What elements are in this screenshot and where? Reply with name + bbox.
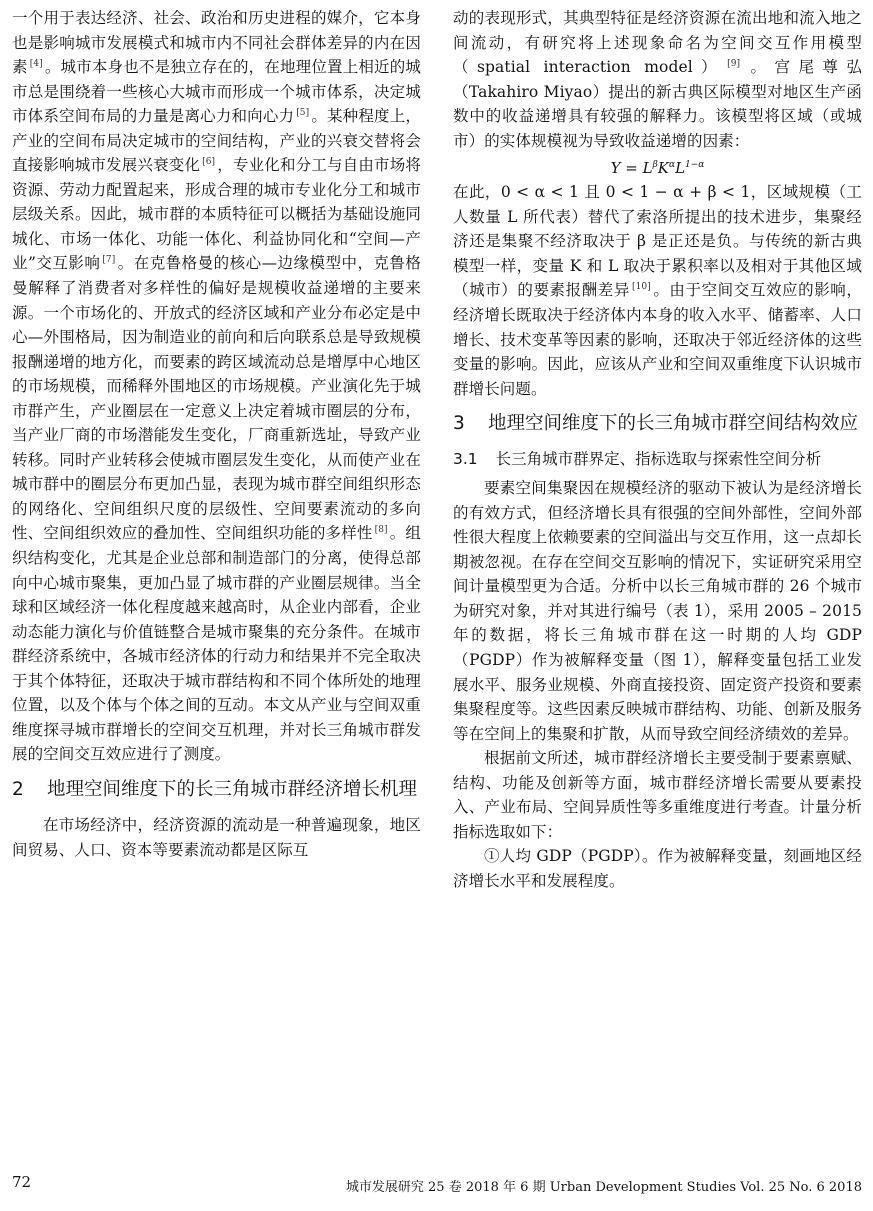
body-paragraph: 动的表现形式，其典型特征是经济资源在流出地和流入地之间流动，有研究将上述现象命名为空间交互作用模型（spatial interaction model） [9] 。宫尾尊弘（Takahiro Miyao）提出的新古典区际模型对地区生产函数中的收益递增具有较强的解释力。该模型将区域（或城市）的实体规模视为导致收益递增的因素：	[453, 9, 862, 150]
section-title: 地理空间维度下的长三角城市群经济增长机理	[47, 778, 418, 800]
right-column	[453, 6, 862, 894]
journal-info: 城市发展研究 25 卷 2018 年 6 期 Urban Development Studies Vol. 25 No. 6 2018	[345, 1180, 862, 1195]
body-paragraph: 在市场经济中，经济资源的流动是一种普遍现象，地区间贸易、人口、资本等要素流动都是区际互	[12, 815, 421, 859]
citation: [9]	[727, 58, 741, 69]
section-heading	[453, 410, 862, 438]
equation: $Y = L^\beta K^\alpha L^{1-\alpha}$	[610, 159, 705, 178]
citation: [6]	[202, 157, 216, 168]
citation: [10]	[631, 282, 651, 293]
section-number: 2	[12, 778, 24, 800]
body-paragraph: 在此，0 < α < 1 且 0 < 1 − α + β < 1，区域规模（工人数量 L 所代表）替代了索洛所提出的技术进步，集聚经济还是集聚不经济取决于 β 是正还是负。与传统的新古典模型一样，变量 K 和 L 取决于累积率以及相对于其他区域（城市）的要素报酬差异 [10] 。由于空间交互效应的影响，经济增长既取决于经济体内本身的收入水平、储蓄率、人口增长、技术变革等因素的影响，还取决于邻近经济体的这些变量的影响。因此，应该从产业和空间双重维度下认识城市群增长问题。	[453, 183, 862, 398]
left-column	[12, 6, 421, 862]
page-number: 72	[12, 1173, 32, 1191]
body-paragraph: 根据前文所述，城市群经济增长主要受制于要素禀赋、结构、功能及创新等方面，城市群经济增长需要从要素投入、产业布局、空间异质性等多重维度进行考查。计量分析指标选取如下：	[453, 749, 862, 841]
subsection-number: 3.1	[453, 450, 478, 469]
body-paragraph: ①人均 GDP（PGDP）。作为被解释变量，刻画地区经济增长水平和发展程度。	[453, 847, 862, 890]
subsection-title: 长三角城市群界定、指标选取与探索性空间分析	[495, 450, 822, 469]
section-title: 地理空间维度下的长三角城市群空间结构效应	[488, 413, 859, 435]
citation: [8]	[374, 525, 388, 536]
page-footer	[12, 1173, 862, 1193]
subsection-heading	[453, 447, 862, 472]
citation: [7]	[102, 255, 116, 266]
body-paragraph: 要素空间集聚因在规模经济的驱动下被认为是经济增长的有效方式，但经济增长具有很强的空间外部性，空间外部性很大程度上依赖要素的空间溢出与交互作用，这一点却长期被忽视。在存在空间交互影响的情况下，实证研究采用空间计量模型更为合适。分析中以长三角城市群的 26 个城市为研究对象，并对其进行编号（表 1），采用 2005 – 2015 年的数据，将长三角城市群在这一时期的人均 GDP（PGDP）作为被解释变量（图 1），解释变量包括工业发展水平、服务业规模、外商直接投资、固定资产投资和要素集聚程度等。这些因素反映城市群结构、功能、创新及服务等在空间上的集聚和扩散，从而导致空间经济绩效的差异。	[453, 479, 862, 743]
citation: [5]	[296, 108, 310, 119]
citation: [4]	[29, 58, 43, 69]
section-heading	[12, 776, 421, 804]
section-number: 3	[453, 413, 465, 435]
body-paragraph: 一个用于表达经济、社会、政治和历史进程的媒介，它本身也是影响城市发展模式和城市内不同社会群体差异的内在因素 [4] 。城市本身也不是独立存在的，在地理位置上相近的城市总是围绕着一些核心大城市而形成一个城市体系，决定城市体系空间布局的力量是离心力和向心力 [5] 。某种程度上，产业的空间布局决定城市的空间结构，产业的兴衰交替将会直接影响城市发展兴衰变化 [6] ，专业化和分工与自由市场将资源、劳动力配置起来，形成合理的城市专业化分工和城市层级关系。因此，城市群的本质特征可以概括为基础设施同城化、市场一体化、功能一体化、利益协同化和“空间—产业”交互影响 [7] 。在克鲁格曼的核心—边缘模型中，克鲁格曼解释了消费者对多样性的偏好是规模收益递增的主要来源。一个市场化的、开放式的经济区域和产业分布必定是中心—外围格局，因为制造业的前向和后向联系总是导致规模报酬递增的地方化，而要素的跨区域流动总是增厚中心地区的市场规模，而稀释外围地区的市场规模。产业演化先于城市群产生，产业圈层在一定意义上决定着城市圈层的分布，当产业厂商的市场潜能发生变化，厂商重新选址，导致产业转移。同时产业转移会使城市圈层发生变化，从而使产业在城市群中的圈层分布更加凸显，表现为城市群空间组织形态的网络化、空间组织尺度的层级性、空间要素流动的多向性、空间组织效应的叠加性、空间组织功能的多样性 [8] 。组织结构变化，尤其是企业总部和制造部门的分离，使得总部向中心城市聚集，更加凸显了城市群的产业圈层规律。当全球和区域经济一体化程度越来越高时，从企业内部看，企业动态能力演化与价值链整合是城市聚集的充分条件。在城市群经济系统中，各城市经济体的行动力和结果并不完全取决于其个体特征，还取决于城市群结构和不同个体所处的地理位置，以及个体与个体之间的互动。本文从产业与空间双重维度探寻城市群增长的空间交互机理，并对长三角城市群发展的空间交互效应进行了测度。	[12, 9, 421, 764]
